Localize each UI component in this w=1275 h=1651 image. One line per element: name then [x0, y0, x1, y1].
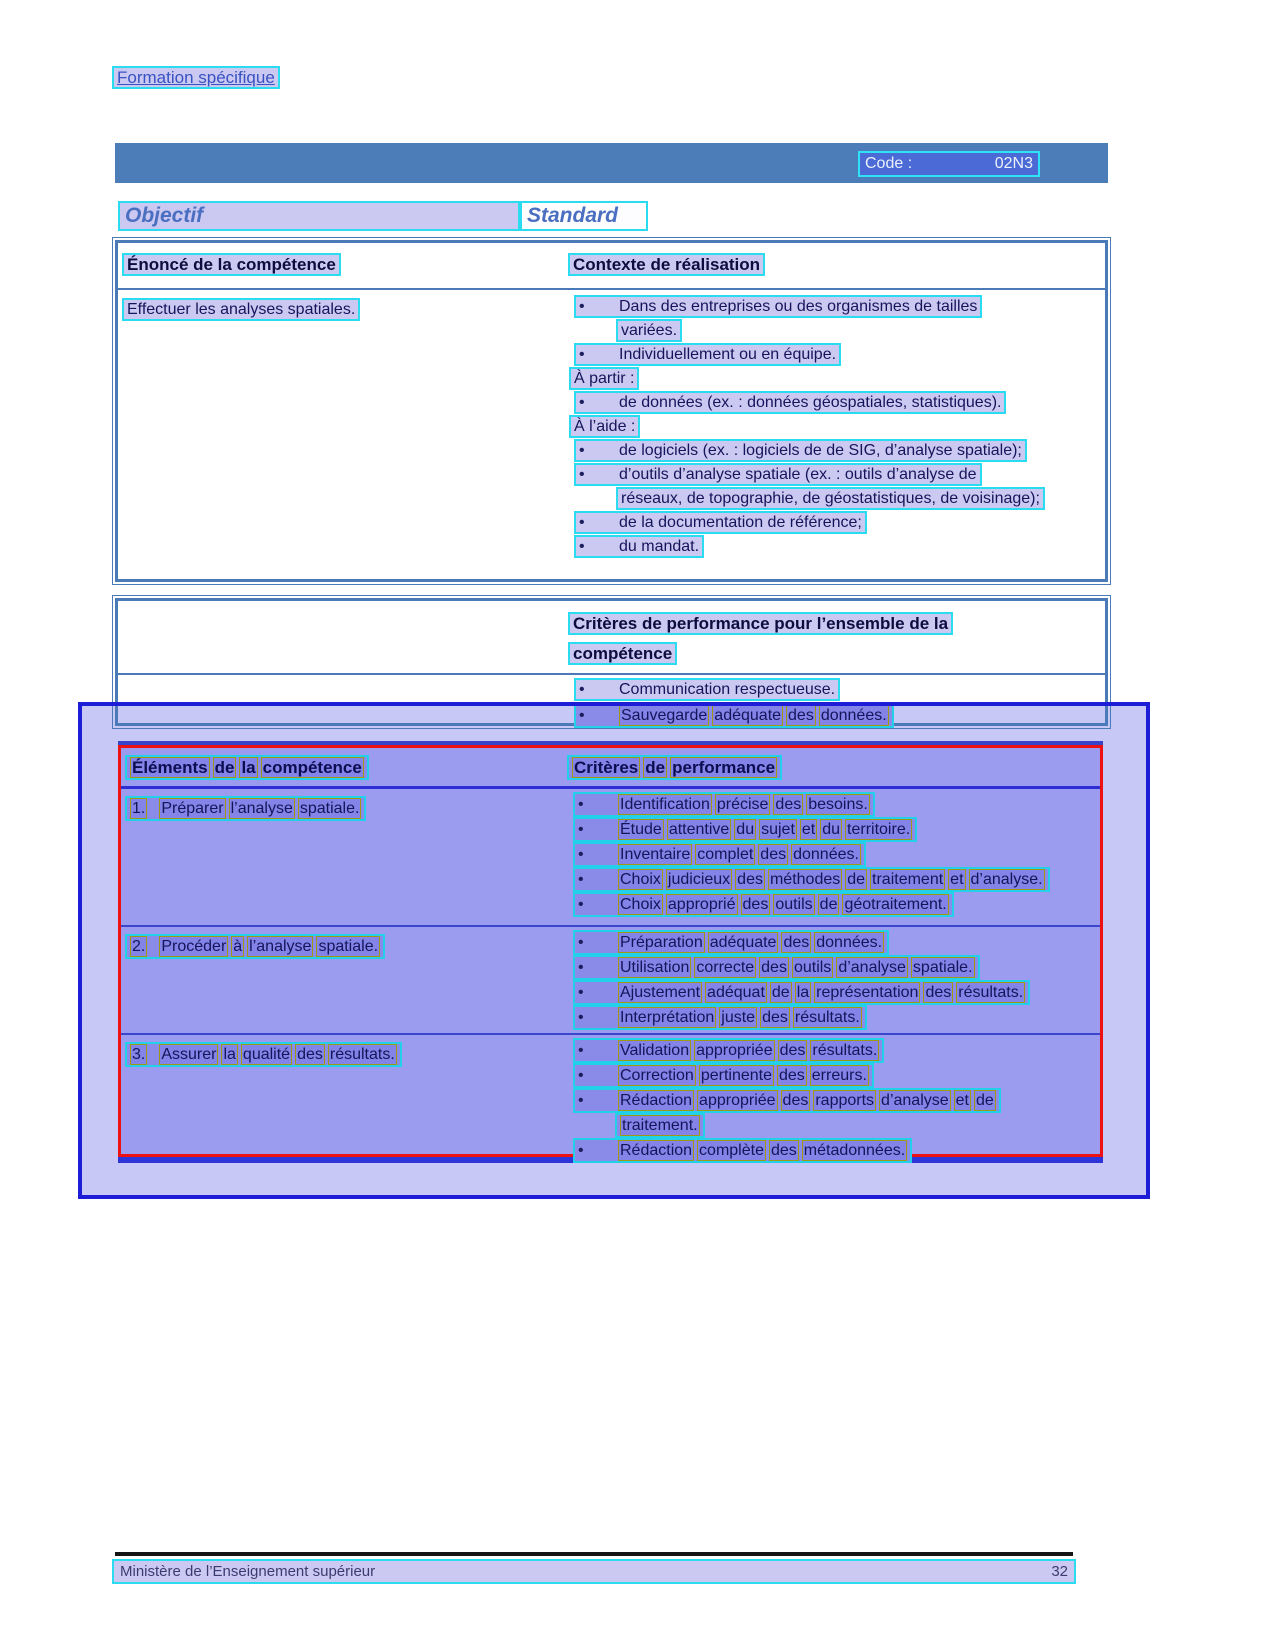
word-box: juste — [721, 1009, 756, 1026]
word-box: sujet — [761, 821, 795, 838]
competence-table — [115, 240, 1108, 582]
word-box: métadonnées. — [803, 1142, 906, 1159]
word-box: erreurs. — [811, 1067, 867, 1084]
word-box: Choix — [620, 896, 661, 913]
line-text: Individuellement ou en équipe. — [619, 346, 837, 363]
bullet-icon: • — [578, 1067, 584, 1084]
word-box: des — [778, 1067, 805, 1084]
word-box: Utilisation — [620, 959, 690, 976]
competence-table-header — [118, 243, 1105, 290]
word-box: Inventaire — [620, 846, 691, 863]
word-box: Étude — [620, 821, 662, 838]
line-text: de données (ex. : données géospatiales, statistiques). — [619, 394, 1002, 411]
word-box: performance — [672, 758, 776, 777]
word-box: représentation — [816, 984, 919, 1001]
word-box: de — [847, 871, 866, 888]
competence-statement-cell — [122, 298, 360, 321]
line-highlight — [574, 511, 867, 534]
annotation-overlay-border — [78, 702, 1150, 1199]
title-bar — [115, 143, 1108, 183]
word-box: des — [760, 846, 787, 863]
line-highlight — [616, 487, 1045, 510]
line-highlight — [574, 391, 1006, 414]
word-box: résultats. — [812, 1042, 878, 1059]
word-box: spatiale. — [912, 959, 973, 976]
bullet-icon: • — [578, 871, 584, 888]
element-number: 3. — [132, 1046, 146, 1063]
text-line — [568, 391, 1045, 415]
code-box — [858, 151, 1040, 177]
word-box: des — [779, 1042, 806, 1059]
word-box: géotraitement. — [844, 896, 947, 913]
text-line — [568, 439, 1045, 463]
line-highlight — [574, 678, 840, 701]
word-box: Sauvegarde — [621, 707, 708, 724]
word-box: et — [801, 821, 816, 838]
bullet-icon: • — [579, 707, 585, 724]
word-box: adéquate — [709, 934, 777, 951]
line-text: de la documentation de référence; — [619, 514, 862, 531]
footer-ministry: Ministère de l’Enseignement supérieur — [120, 1563, 376, 1580]
word-box: l’analyse — [230, 800, 293, 817]
global-criteria-header — [118, 601, 1105, 675]
bullet-icon: • — [578, 1009, 584, 1026]
bullet-icon: • — [578, 1092, 584, 1109]
header-contexte: Contexte de réalisation — [568, 253, 765, 276]
word-box: données. — [816, 934, 883, 951]
word-box: outils — [793, 959, 832, 976]
word-box: données. — [793, 846, 859, 863]
word-box: des — [761, 959, 787, 976]
text-line — [568, 367, 1045, 391]
line-text: du mandat. — [619, 538, 700, 555]
word-box: Identification — [620, 796, 710, 813]
word-box: adéquate — [714, 707, 782, 724]
line-text: À l’aide : — [574, 418, 636, 435]
global-criteria-title-line1: Critères de performance pour l’ensemble de la — [568, 612, 953, 635]
text-line — [568, 487, 1045, 511]
text-line — [568, 415, 1045, 439]
bullet-icon: • — [578, 821, 584, 838]
running-header-label: Formation spécifique — [112, 66, 280, 89]
line-text: À partir : — [574, 370, 635, 387]
bullet-icon: • — [579, 514, 585, 531]
bullet-icon: • — [579, 298, 585, 315]
line-text: variées. — [621, 322, 678, 339]
word-box: des — [297, 1046, 323, 1063]
word-box: Correction — [620, 1067, 694, 1084]
context-lines — [568, 295, 1045, 559]
word-box: méthodes — [769, 871, 841, 888]
word-box: pertinente — [700, 1067, 772, 1084]
word-box: la — [241, 758, 256, 777]
word-box: la — [796, 984, 810, 1001]
footer-page-number: 32 — [1051, 1563, 1068, 1580]
element-number: 2. — [132, 938, 146, 955]
word-box: des — [788, 707, 814, 724]
line-highlight — [574, 463, 982, 486]
word-box: outils — [775, 896, 813, 913]
standard-title: Standard — [527, 204, 619, 227]
word-box: à — [233, 938, 243, 955]
running-header — [112, 66, 280, 89]
word-box: la — [223, 1046, 236, 1063]
word-box: spatiale. — [299, 800, 360, 817]
element-number: 1. — [132, 800, 146, 817]
word-box: besoins. — [808, 796, 868, 813]
text-line — [568, 463, 1045, 487]
word-box: des — [742, 896, 769, 913]
word-box: du — [736, 821, 755, 838]
word-box: Procéder — [161, 938, 227, 955]
line-highlight — [574, 295, 982, 318]
word-box: attentive — [668, 821, 730, 838]
line-text: réseaux, de topographie, de géostatistiques, de voisinage); — [621, 490, 1040, 507]
word-box: judicieux — [667, 871, 731, 888]
word-box: de — [645, 758, 666, 777]
text-line — [568, 678, 1105, 703]
word-box: de — [214, 758, 235, 777]
line-highlight — [569, 415, 640, 438]
header-enonce: Énoncé de la compétence — [122, 253, 341, 276]
word-box: des — [775, 796, 802, 813]
word-box: rapports — [815, 1092, 875, 1109]
word-box: des — [925, 984, 952, 1001]
word-box: spatiale. — [318, 938, 379, 955]
bullet-icon: • — [578, 1042, 584, 1059]
line-highlight — [574, 343, 841, 366]
bullet-icon: • — [579, 466, 585, 483]
word-box: complète — [699, 1142, 764, 1159]
objectif-title: Objectif — [125, 204, 204, 227]
line-highlight — [569, 367, 639, 390]
word-box: de — [771, 984, 790, 1001]
footer — [112, 1559, 1076, 1584]
word-box: résultats. — [794, 1009, 860, 1026]
objectif-heading-box — [118, 201, 520, 231]
word-box: de — [819, 896, 838, 913]
word-box: des — [783, 934, 810, 951]
competence-statement: Effectuer les analyses spatiales. — [122, 298, 360, 321]
bullet-icon: • — [578, 796, 584, 813]
bullet-icon: • — [578, 896, 584, 913]
bullet-icon: • — [579, 442, 585, 459]
word-box: des — [737, 871, 763, 888]
word-box: adéquat — [707, 984, 765, 1001]
word-box: Rédaction — [620, 1142, 693, 1159]
word-box: traitement — [872, 871, 944, 888]
line-text: Dans des entreprises ou des organismes de tailles — [619, 298, 978, 315]
word-box: appropriée — [696, 1042, 773, 1059]
line-highlight — [616, 319, 682, 342]
standard-heading-box — [520, 201, 648, 231]
line-highlight — [574, 535, 704, 558]
code-label: Code : — [865, 155, 913, 172]
text-line — [568, 535, 1045, 559]
text-line — [568, 319, 1045, 343]
word-box: l’analyse — [249, 938, 312, 955]
bullet-icon: • — [578, 846, 584, 863]
word-box: Préparation — [620, 934, 703, 951]
word-box: du — [822, 821, 841, 838]
word-box: complet — [697, 846, 754, 863]
word-box: des — [762, 1009, 788, 1026]
word-box: des — [770, 1142, 797, 1159]
word-box: résultats. — [329, 1046, 395, 1063]
bullet-icon: • — [578, 934, 584, 951]
word-box: Interprétation — [620, 1009, 715, 1026]
word-box: Préparer — [161, 800, 224, 817]
bullet-icon: • — [579, 681, 585, 698]
word-box: compétence — [262, 758, 362, 777]
word-box: Ajustement — [620, 984, 701, 1001]
line-text: d’outils d’analyse spatiale (ex. : outils d’analyse de — [619, 466, 977, 483]
word-box: précise — [716, 796, 769, 813]
word-box: et — [950, 871, 964, 888]
word-box: Validation — [620, 1042, 690, 1059]
text-line — [568, 343, 1045, 367]
word-box: qualité — [242, 1046, 291, 1063]
word-box: de — [976, 1092, 994, 1109]
bullet-icon: • — [579, 538, 585, 555]
word-box: Assurer — [161, 1046, 217, 1063]
bullet-icon: • — [578, 984, 584, 1001]
text-line — [568, 511, 1045, 535]
bullet-icon: • — [578, 959, 584, 976]
word-box: données. — [820, 707, 887, 724]
word-box: territoire. — [847, 821, 911, 838]
line-text: Communication respectueuse. — [619, 681, 836, 698]
word-box: appropriée — [699, 1092, 776, 1109]
word-box: d’analyse — [838, 959, 906, 976]
word-box: et — [955, 1092, 969, 1109]
word-box: d’analyse. — [970, 871, 1043, 888]
footer-highlight — [112, 1559, 1076, 1584]
word-box: correcte — [696, 959, 755, 976]
code-value: 02N3 — [994, 155, 1033, 172]
word-box: d’analyse — [881, 1092, 949, 1109]
footer-rule — [115, 1552, 1073, 1556]
word-box: résultats. — [958, 984, 1024, 1001]
word-box: traitement. — [622, 1117, 698, 1134]
bullet-icon: • — [578, 1142, 584, 1159]
line-text: de logiciels (ex. : logiciels de de SIG, d’analyse spatiale); — [619, 442, 1022, 459]
line-highlight — [574, 439, 1027, 462]
bullet-icon: • — [579, 346, 585, 363]
global-criteria-title-line2: compétence — [568, 642, 677, 665]
word-box: approprié — [667, 896, 736, 913]
word-box: Critères — [574, 758, 639, 777]
bullet-icon: • — [579, 394, 585, 411]
word-box: Éléments — [132, 758, 208, 777]
word-box: des — [782, 1092, 809, 1109]
word-box: Choix — [620, 871, 661, 888]
text-line — [568, 295, 1045, 319]
word-box: Rédaction — [620, 1092, 693, 1109]
